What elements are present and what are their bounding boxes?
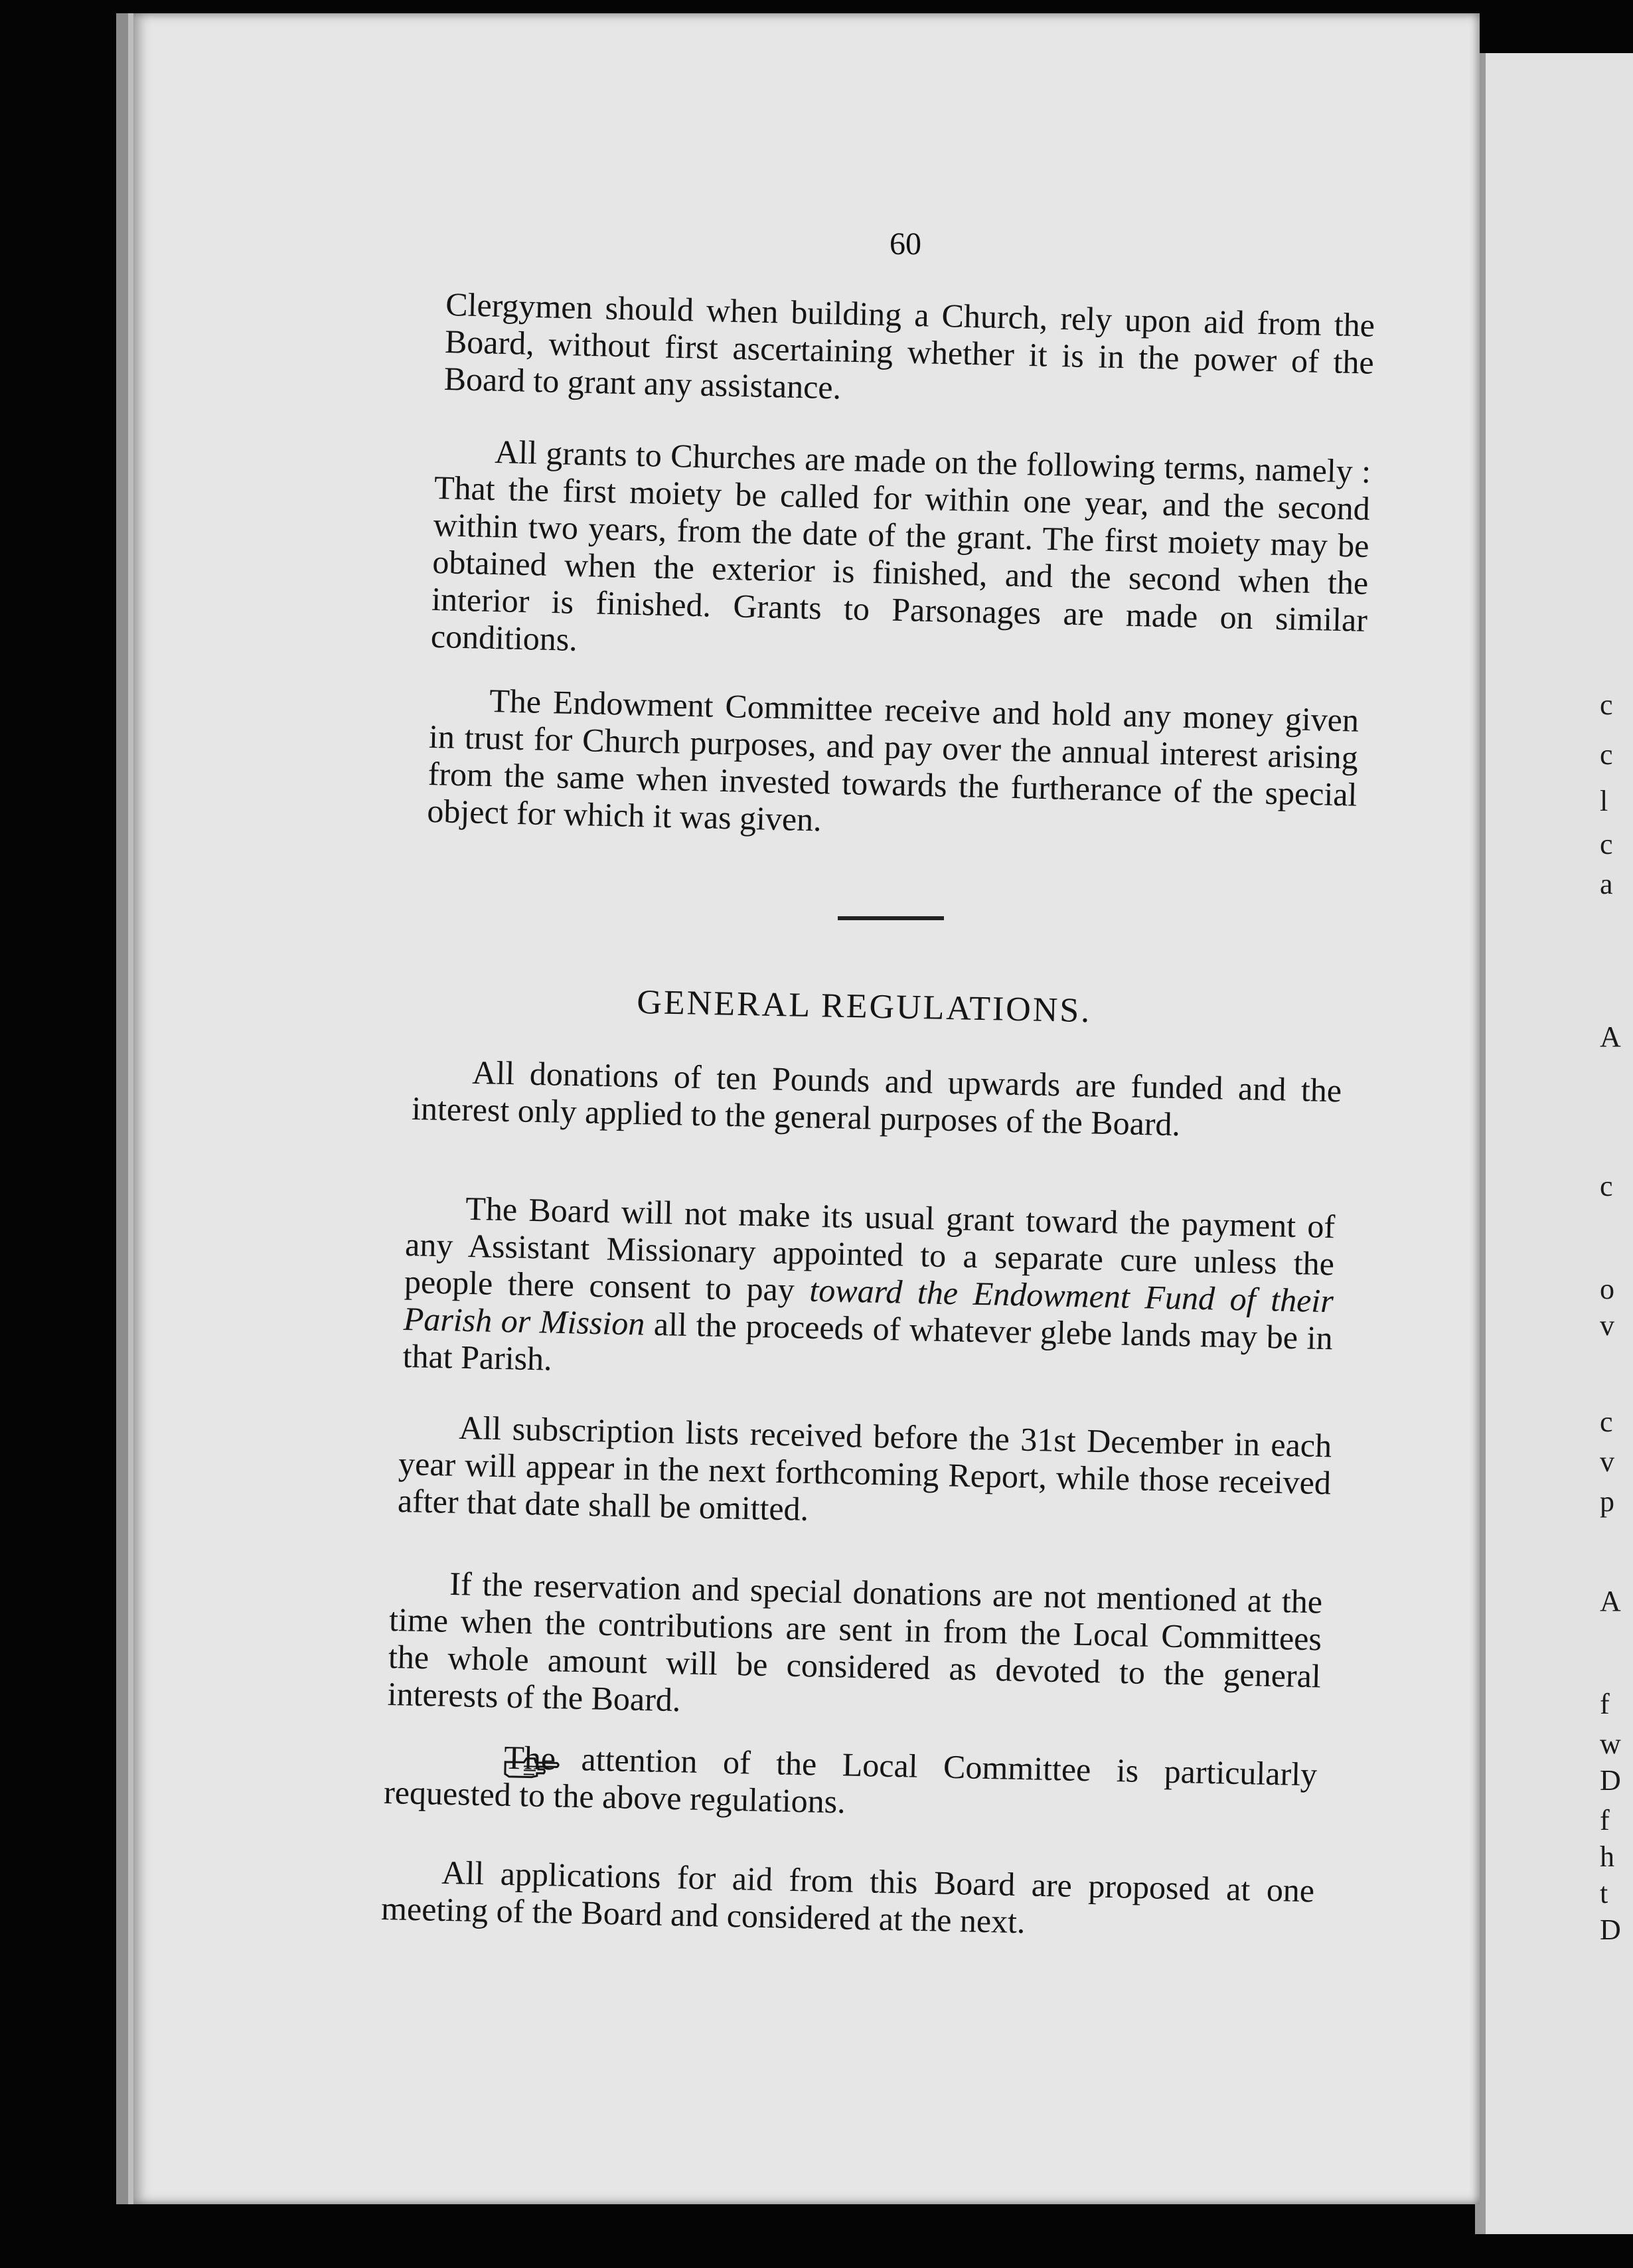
facing-page-letter: h bbox=[1600, 1840, 1614, 1873]
facing-page-letter: c bbox=[1600, 1170, 1613, 1202]
paragraph-grants: All grants to Churches are made on the following terms, namely : That the first moiety be called for within one year, and the second within two years, from the date of the grant. The first moiety may be obtained when the exterior is finished, and the second when the interior is finished. Grants to Parsonages are made on similar conditions. bbox=[430, 433, 1371, 658]
facing-page-letter: D bbox=[1600, 1913, 1621, 1946]
facing-page-letter: p bbox=[1600, 1485, 1614, 1518]
regulation-applications: All applications for aid from this Board are proposed at one meeting of the Board and considered at the next. bbox=[380, 1853, 1315, 1941]
regulation-emphasis: toward the Endowment Fund of their Parish or Mission bbox=[403, 1271, 1334, 1342]
facing-page-letter: A bbox=[1600, 1020, 1621, 1053]
page-edge bbox=[128, 13, 133, 2204]
regulation-reservation: If the reservation and special donations are not mentioned at the time when the contributions are sent in from the Local Committees the whole amount will be considered as devoted to the general interests of the Board. bbox=[387, 1564, 1323, 1719]
facing-page-letter: c bbox=[1600, 688, 1613, 721]
facing-page-letter: o bbox=[1600, 1273, 1614, 1305]
page-number: 60 bbox=[890, 226, 921, 262]
section-divider bbox=[838, 916, 944, 920]
regulation-text: The attention of the Local Committee is particularly requested to the above regulations. bbox=[383, 1738, 1318, 1821]
facing-page-letter: a bbox=[1600, 868, 1613, 900]
facing-page-letter: D bbox=[1600, 1764, 1621, 1797]
facing-page-letter: f bbox=[1600, 1688, 1610, 1720]
section-heading: GENERAL REGULATIONS. bbox=[636, 983, 1092, 1030]
facing-page-letter: c bbox=[1600, 738, 1613, 771]
facing-page-letter: c bbox=[1600, 1406, 1613, 1438]
facing-page-letter: f bbox=[1600, 1804, 1610, 1836]
pointing-hand-icon bbox=[444, 1747, 501, 1773]
facing-page-letter: w bbox=[1600, 1728, 1621, 1760]
facing-page-letter: A bbox=[1600, 1585, 1621, 1617]
regulation-text: The Board will not make its usual grant toward the payment of any Assistant Missionary appointed to a separate cure unless the people there consent to pay bbox=[404, 1189, 1336, 1309]
facing-page-letter: l bbox=[1600, 785, 1608, 817]
facing-page-letter: t bbox=[1600, 1877, 1608, 1909]
facing-page-letter: c bbox=[1600, 828, 1613, 860]
facing-page-letter: v bbox=[1600, 1445, 1614, 1478]
regulation-subscription-lists: All subscription lists received before the 31st December in each year will appear in the next forthcoming Report, while those received after that date shall be omitted. bbox=[397, 1408, 1332, 1528]
regulation-donations: All donations of ten Pounds and upwards are funded and the interest only applied to the general purposes of the Board. bbox=[411, 1053, 1342, 1143]
regulation-assistant-missionary bbox=[402, 1188, 1336, 1394]
facing-page-letter: v bbox=[1600, 1309, 1614, 1342]
facing-page bbox=[1475, 53, 1633, 2234]
regulation-text: all the proceeds of whatever glebe lands may be in that Parish. bbox=[402, 1305, 1334, 1378]
paragraph-clergymen: Clergymen should when building a Church, rely upon aid from the Board, without first ascertaining whether it is in the power of the Board to grant any assistance. bbox=[443, 285, 1375, 406]
paragraph-endowment: The Endowment Committee receive and hold any money given in trust for Church purposes, and pay over the annual interest arising from the same when invested towards the furtherance of the special object for which it was given. bbox=[426, 682, 1360, 839]
